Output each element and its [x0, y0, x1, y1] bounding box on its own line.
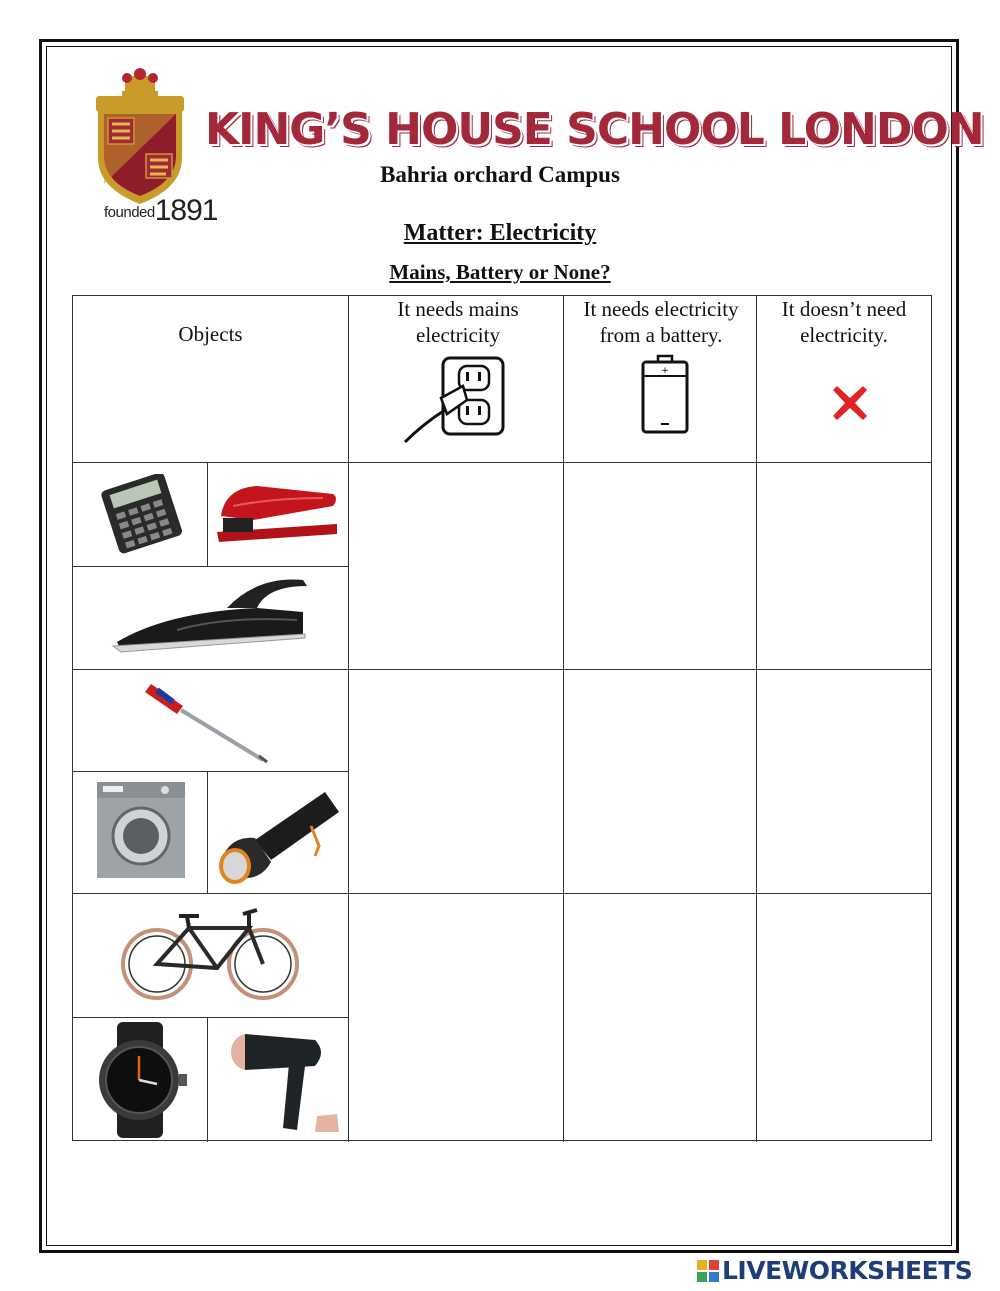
- crown-icon: [122, 68, 158, 96]
- torch-image: [215, 780, 343, 886]
- object-divider: [207, 1017, 208, 1142]
- column-divider: [756, 296, 757, 1142]
- iron-image: [107, 572, 317, 662]
- object-row-divider: [73, 771, 348, 772]
- battery-icon: [637, 354, 693, 436]
- campus-name: [0, 162, 1000, 188]
- sorting-table: [72, 295, 932, 1141]
- row-divider: [73, 669, 931, 670]
- column-header-none: It doesn’t need electricity.: [781, 297, 907, 347]
- object-row-divider: [73, 566, 348, 567]
- founded-label: founded: [104, 204, 155, 221]
- calculator-image: [95, 474, 189, 554]
- watermark: [697, 1256, 972, 1285]
- school-name: KING’S HOUSE SCHOOL LONDON: [205, 104, 984, 155]
- washing-machine-image: [95, 780, 187, 880]
- column-divider: [348, 296, 349, 1142]
- liveworksheets-logo-icon: [697, 1260, 719, 1282]
- hair-dryer-image: [223, 1026, 341, 1136]
- column-divider: [563, 296, 564, 1142]
- row-divider: [73, 462, 931, 463]
- watermark-text: LIVEWORKSHEETS: [722, 1256, 973, 1285]
- bicycle-image: [117, 902, 303, 1004]
- red-cross-icon: [827, 380, 873, 426]
- power-outlet-plug-icon: [403, 356, 507, 450]
- smartwatch-image: [87, 1022, 195, 1138]
- founded-year: 1891: [154, 194, 218, 227]
- worksheet-question: Mains, Battery or None?: [389, 260, 611, 284]
- column-header-battery: It needs electricity from a battery.: [583, 297, 739, 347]
- row-divider: [73, 893, 931, 894]
- column-header-mains: It needs mains electricity: [397, 297, 519, 347]
- column-header-objects: Objects: [178, 322, 243, 346]
- object-row-divider: [73, 1017, 348, 1018]
- screwdriver-image: [143, 676, 273, 766]
- svg-text:+: +: [661, 366, 669, 376]
- campus-label: Bahria orchard Campus: [380, 162, 620, 187]
- object-divider: [207, 462, 208, 566]
- object-divider: [207, 771, 208, 893]
- stapler-image: [213, 476, 341, 550]
- worksheet-title: Matter: Electricity: [403, 220, 597, 246]
